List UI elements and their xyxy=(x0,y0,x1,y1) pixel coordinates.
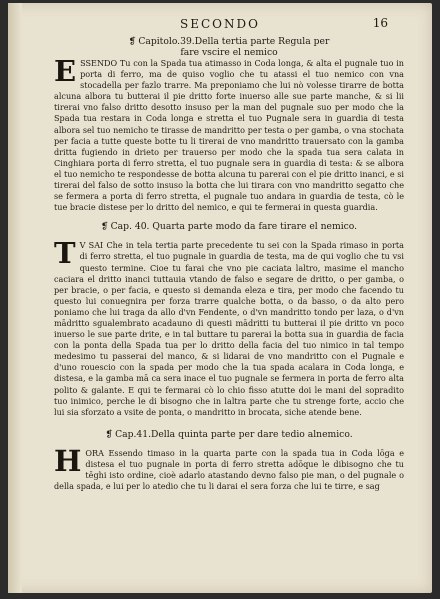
chapter-41-body: ORA Essendo timaso in la quarta parte con la spada tua in Coda lōga e distesa el tuo pugnale in porta di ferro stretta adōque le dibisogno che tu tēghi isto ordine, cioè adarlo atastando devno falso pie man, o del pugnale o della spada, e lui per lo atedio che tu li darai el sera forza che lui te tirre, e sag xyxy=(54,447,404,492)
running-head: SECONDO xyxy=(180,17,260,31)
paragraph-mark-icon: ❡ xyxy=(105,428,114,440)
paragraph-mark-icon: ❡ xyxy=(100,221,109,233)
chapter-40-body: V SAI Che in tela tertia parte precedente tu sei con la Spada rimaso in porta di ferro stretta, el tuo pugnale in guardia de testa, ma de qui voglio che tu vsi questo termine. Cioe tu farai che vno pie caciata laltro, masime el mancho caciara el dritto inanci tuttauia vtando de falso e segare de dritto, o per gamba, o per bracie, o per facia, e questo si demanda eleza e tira, per modo che facendo tu questo lui conuegnira per forza trarre qualche botta, o da basso, o da alto pero poniamo che lui traga da allo d'vn Fendente, o d'vn mandritto tondo per laza, o d'vn mādritto sgualembrato acadauno di questi mādritti tu butterai il pie dritto vn poco inuerso le sue parte drite, e in tal buttare tu parerai la botta sua in guardia de facia con la ponta della Spada tua per lo dritto della facia del tuo nimico in tal tempo medesimo tu passerai del manco, & si lidarai de vno mandritto con el Pugnale e d'uno rouescio con la spada per modo che la tua spada acalara in Coda longa, e distesa, e la gamba mā ca sera inace el tuo pugnale se fermera in porta de ferro alta polito & galante. E qui te fermarai cò lo chio fisso atutte doi le mani del sopradito tuo inimico, perche le di bisogno che in laltra parte che tu strenge forte, accio che lui sia sforzato a vsite de ponta, o mandritto in brocata, siche atende bene. xyxy=(54,240,404,417)
paragraph-mark-icon: ❡ xyxy=(128,36,137,47)
chapter-41-title: Cap.41.Della quinta parte per dare tedio alnemico. xyxy=(115,428,353,440)
chapter-41-text xyxy=(54,443,404,492)
chapter-39-body: SSENDO Tu con la Spada tua atimasso in Coda longa, & alta el pugnale tuo in porta di ferro, ma de quiso voglio che tu atassi el tuo nemico con vna stocadella per fazlo trarre. Ma preponiamo che lui nò volesse tirarre de botta alcuna albora tu butterai il pie dritto forte inuerso alle sue parte manche, & si lii tirerai vno falso dritto desotto insuso per la man del pugnale suo per modo che la Spada tua restara in Coda longa e stretta el tuo Pugnale sera in guardia di testa albora sel tuo nemicho te tirasse de mandritto per testa o per gamba, o vna stochata per facia a tutte queste botte tu li tirerai de vno mandritto trauersato con la gamba dritta fugiendo in drieto per trauerso per modo che la spada tua sera calata in Cinghiara porta di ferro stretta, el tuo pugnale sera in guardia di testa: & se albora el tuo nemicho te respondesse de botta alcuna tu parerai con el pie dritto inanci, e si tirerai del falso de sotto insuso la botta che lui tirara con vno mandritto segatto che se fermera a porta di ferro stretta, el pugnale tuo andara in guardia de testa, cò le tue bracie distese per lo dritto del nemico, e qui te fermerai in questa guardia. xyxy=(54,58,404,213)
chapter-40-title: Cap. 40. Quarta parte modo da fare tirare el nemico. xyxy=(110,221,358,233)
chapter-40-heading xyxy=(54,221,404,232)
book-page xyxy=(8,3,432,593)
drop-cap: T xyxy=(54,236,76,271)
chapter-39-title: Capitolo.39.Della tertia parte Regula per xyxy=(138,36,330,47)
chapter-40-text xyxy=(54,236,404,418)
chapter-39-title-line2: fare vscire el nemico xyxy=(180,47,278,58)
drop-cap: E xyxy=(54,54,77,88)
chapter-39-heading xyxy=(54,36,404,58)
chapter-39-text xyxy=(54,54,404,213)
page-number: 16 xyxy=(372,16,388,30)
page-gutter xyxy=(8,3,22,593)
text-block xyxy=(54,36,404,492)
chapter-41-heading xyxy=(54,429,404,440)
drop-cap: H xyxy=(54,443,82,478)
